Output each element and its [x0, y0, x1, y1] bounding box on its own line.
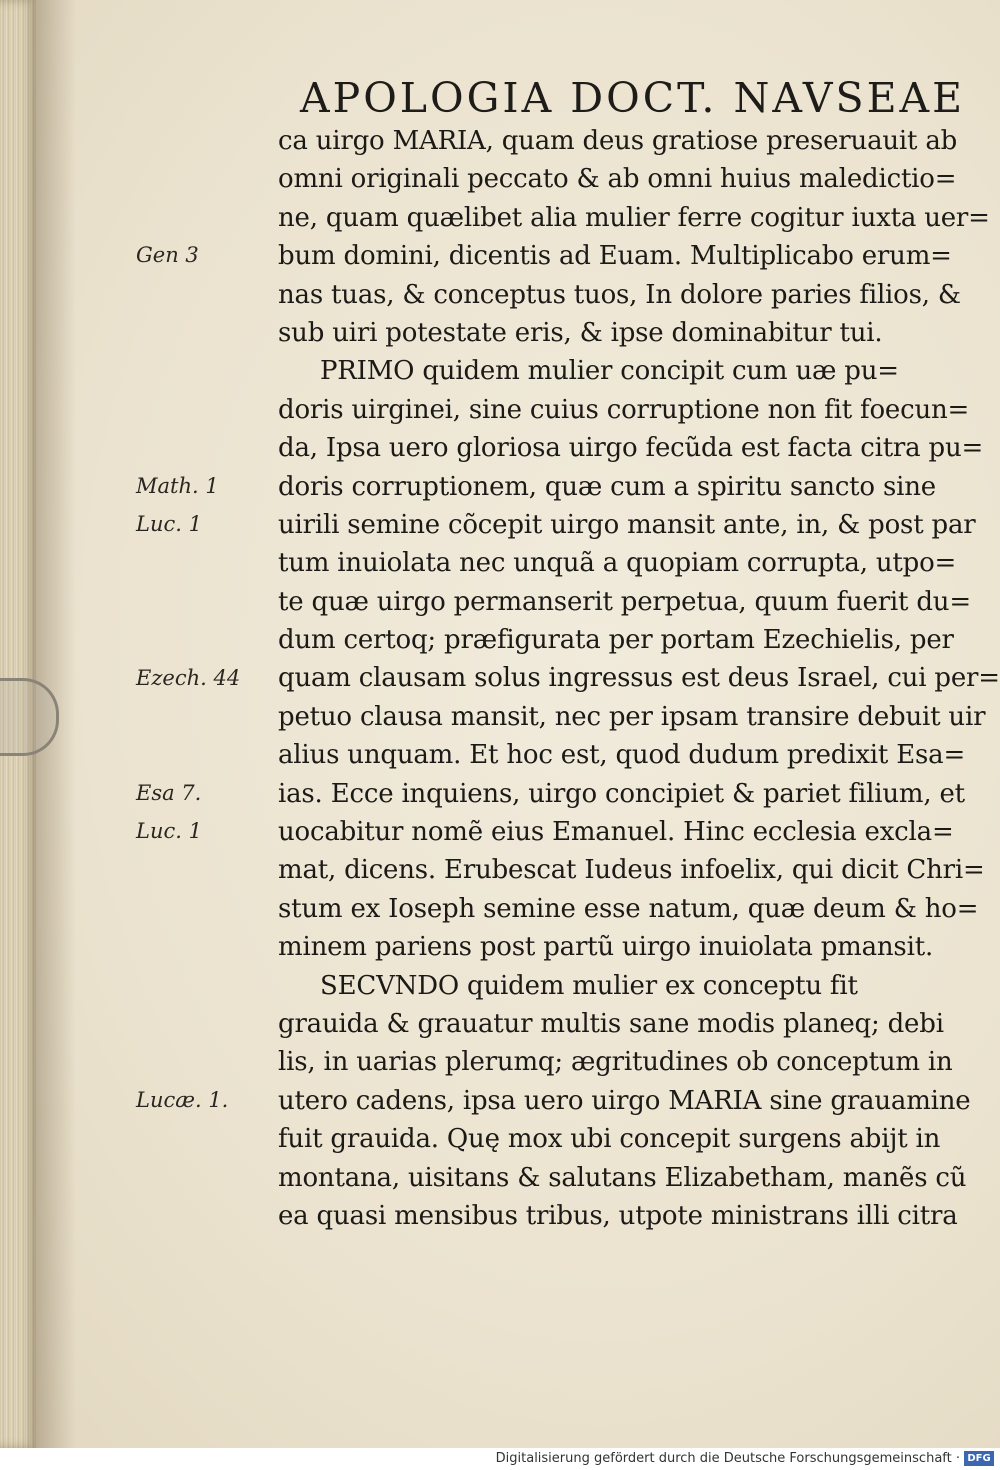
marginal-note: Gen 3 — [136, 243, 199, 268]
text-line: te quæ uirgo permanserit perpetua, quum fuerit du= — [278, 586, 971, 617]
text-line: da, Ipsa uero gloriosa uirgo fecũda est facta citra pu= — [278, 433, 984, 464]
text-line: ias. Ecce inquiens, uirgo concipiet & pariet filium, et — [278, 778, 965, 809]
text-line: sub uiri potestate eris, & ipse dominabitur tui. — [278, 317, 883, 348]
marginal-note: Math. 1 — [136, 473, 219, 498]
text-line: ea quasi mensibus tribus, utpote ministrans illi citra — [278, 1200, 958, 1231]
text-line: alius unquam. Et hoc est, quod dudum predixit Esa= — [278, 740, 966, 771]
text-line: doris uirginei, sine cuius corruptione non fit foecun= — [278, 394, 970, 425]
marginal-note: Luc. 1 — [136, 512, 202, 536]
text-line: nas tuas, & conceptus tuos, In dolore paries filios, & — [278, 279, 961, 310]
body-text — [136, 122, 1000, 1235]
text-line: dum certoq; præfigurata per portam Ezechielis, per — [278, 625, 954, 656]
marginal-note: Ezech. 44 — [136, 665, 241, 690]
marginal-note: Esa 7. — [136, 780, 202, 805]
text-line: SECVNDO quidem mulier ex conceptu fit — [320, 970, 858, 1001]
text-line: tum inuiolata nec unquã a quopiam corrupta, utpo= — [278, 548, 957, 579]
footer-bar — [0, 1448, 1000, 1470]
text-line: fuit grauida. Quę mox ubi concepit surgens abijt in — [278, 1124, 941, 1155]
footer-credit: Digitalisierung gefördert durch die Deutsche Forschungsgemeinschaft · — [495, 1451, 960, 1466]
text-line: mat, dicens. Erubescat Iudeus infoelix, qui dicit Chri= — [278, 855, 985, 886]
text-line: grauida & grauatur multis sane modis planeq; debi — [278, 1008, 944, 1039]
marginal-note: Lucæ. 1. — [136, 1088, 229, 1112]
text-line: bum domini, dicentis ad Euam. Multiplicabo erum= — [278, 241, 952, 272]
text-line: uirili semine cõcepit uirgo mansit ante, in, & post par — [278, 509, 976, 540]
dfg-logo: DFG — [964, 1451, 994, 1466]
text-line: stum ex Ioseph semine esse natum, quæ deum & ho= — [278, 893, 979, 924]
text-line: lis, in uarias plerumq; ægritudines ob conceptum in — [278, 1047, 953, 1078]
text-line: utero cadens, ipsa uero uirgo MARIA sine grauamine — [278, 1085, 971, 1116]
text-line: montana, uisitans & salutans Elizabetham, manẽs cũ — [278, 1162, 967, 1193]
text-line: quam clausam solus ingressus est deus Israel, cui per= — [278, 663, 1000, 694]
text-line: ne, quam quælibet alia mulier ferre cogitur iuxta uer= — [278, 202, 990, 233]
text-line: petuo clausa mansit, nec per ipsam transire debuit uir — [278, 701, 986, 732]
running-head: APOLOGIA DOCT. NAVSEAE — [300, 74, 966, 122]
text-line: ca uirgo MARIA, quam deus gratiose preseruauit ab — [278, 126, 958, 156]
marginal-note: Luc. 1 — [136, 819, 202, 844]
text-line: doris corruptionem, quæ cum a spiritu sancto sine — [278, 471, 936, 502]
text-line: PRIMO quidem mulier concipit cum uæ pu= — [320, 356, 899, 387]
text-line: uocabitur nomẽ eius Emanuel. Hinc ecclesia excla= — [278, 817, 954, 848]
text-line: minem pariens post partũ uirgo inuiolata pmansit. — [278, 932, 934, 963]
text-line: omni originali peccato & ab omni huius maledictio= — [278, 164, 957, 195]
